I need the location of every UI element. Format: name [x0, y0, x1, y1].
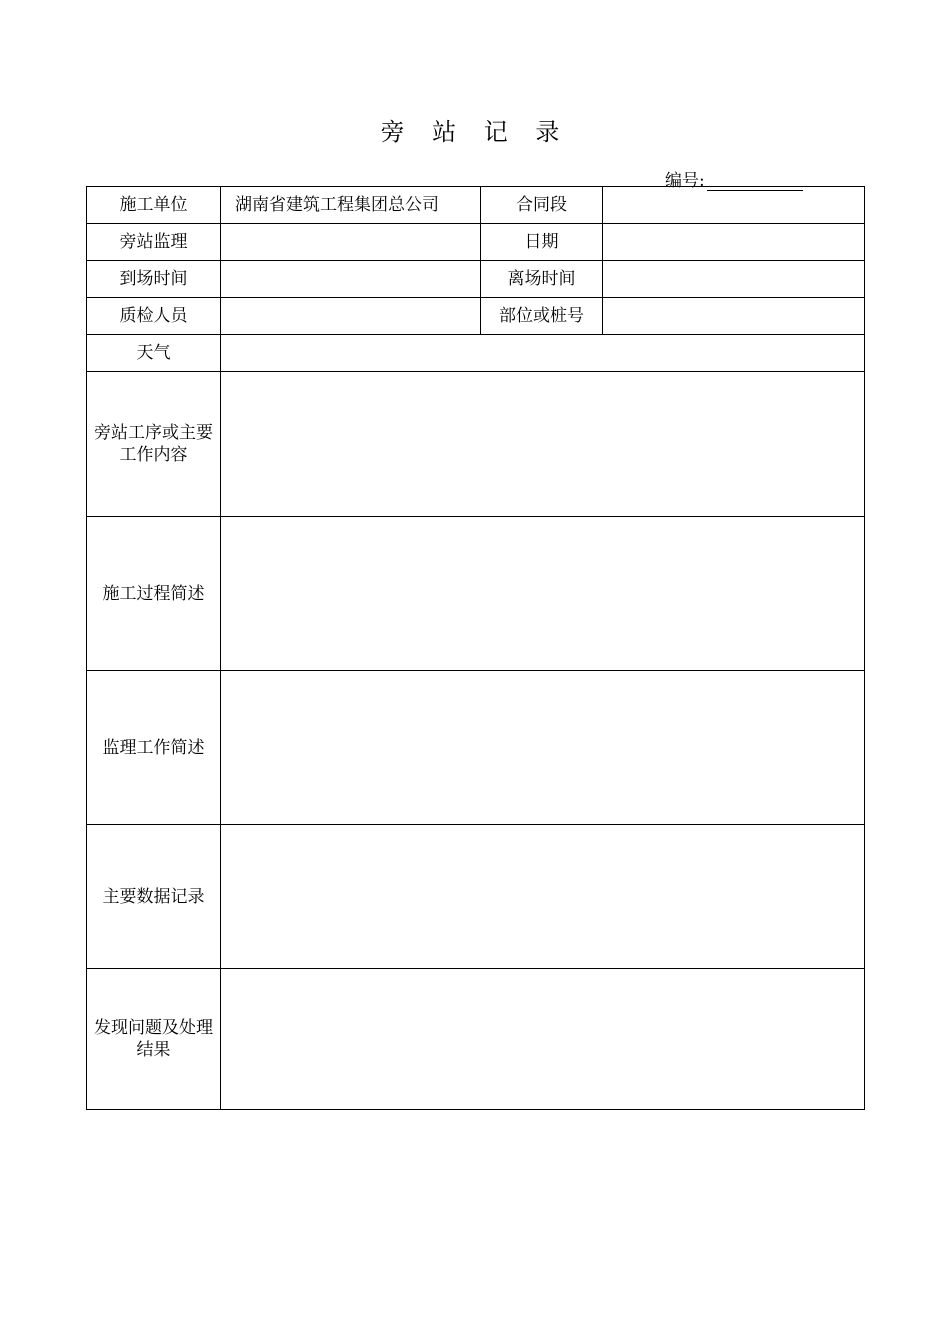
arrival-time-field[interactable] [221, 261, 481, 298]
location-label: 部位或桩号 [481, 298, 603, 335]
process-field[interactable] [221, 372, 865, 517]
issues-label: 发现问题及处理结果 [87, 969, 221, 1110]
date-field[interactable] [603, 224, 865, 261]
construction-summary-field[interactable] [221, 517, 865, 671]
departure-time-label: 离场时间 [481, 261, 603, 298]
table-row [87, 335, 865, 372]
table-row [87, 671, 865, 825]
data-record-field[interactable] [221, 825, 865, 969]
table-row [87, 825, 865, 969]
arrival-time-label: 到场时间 [87, 261, 221, 298]
weather-field[interactable] [221, 335, 865, 372]
table-row [87, 517, 865, 671]
construction-summary-label: 施工过程简述 [87, 517, 221, 671]
serial-label: 编号: [665, 171, 705, 191]
supervisor-label: 旁站监理 [87, 224, 221, 261]
supervision-summary-field[interactable] [221, 671, 865, 825]
inspector-field[interactable] [221, 298, 481, 335]
record-table [86, 186, 865, 1110]
table-row [87, 298, 865, 335]
inspector-label: 质检人员 [87, 298, 221, 335]
table-row [87, 969, 865, 1110]
departure-time-field[interactable] [603, 261, 865, 298]
location-field[interactable] [603, 298, 865, 335]
supervisor-field[interactable] [221, 224, 481, 261]
table-row [87, 187, 865, 224]
weather-label: 天气 [87, 335, 221, 372]
contract-section-label: 合同段 [481, 187, 603, 224]
supervision-summary-label: 监理工作简述 [87, 671, 221, 825]
date-label: 日期 [481, 224, 603, 261]
data-record-label: 主要数据记录 [87, 825, 221, 969]
contract-section-field[interactable] [603, 187, 865, 224]
page-title: 旁 站 记 录 [380, 118, 570, 146]
issues-field[interactable] [221, 969, 865, 1110]
table-row [87, 372, 865, 517]
construction-unit-field[interactable]: 湖南省建筑工程集团总公司 [221, 187, 481, 224]
table-row [87, 261, 865, 298]
construction-unit-label: 施工单位 [87, 187, 221, 224]
table-row [87, 224, 865, 261]
process-label: 旁站工序或主要工作内容 [87, 372, 221, 517]
